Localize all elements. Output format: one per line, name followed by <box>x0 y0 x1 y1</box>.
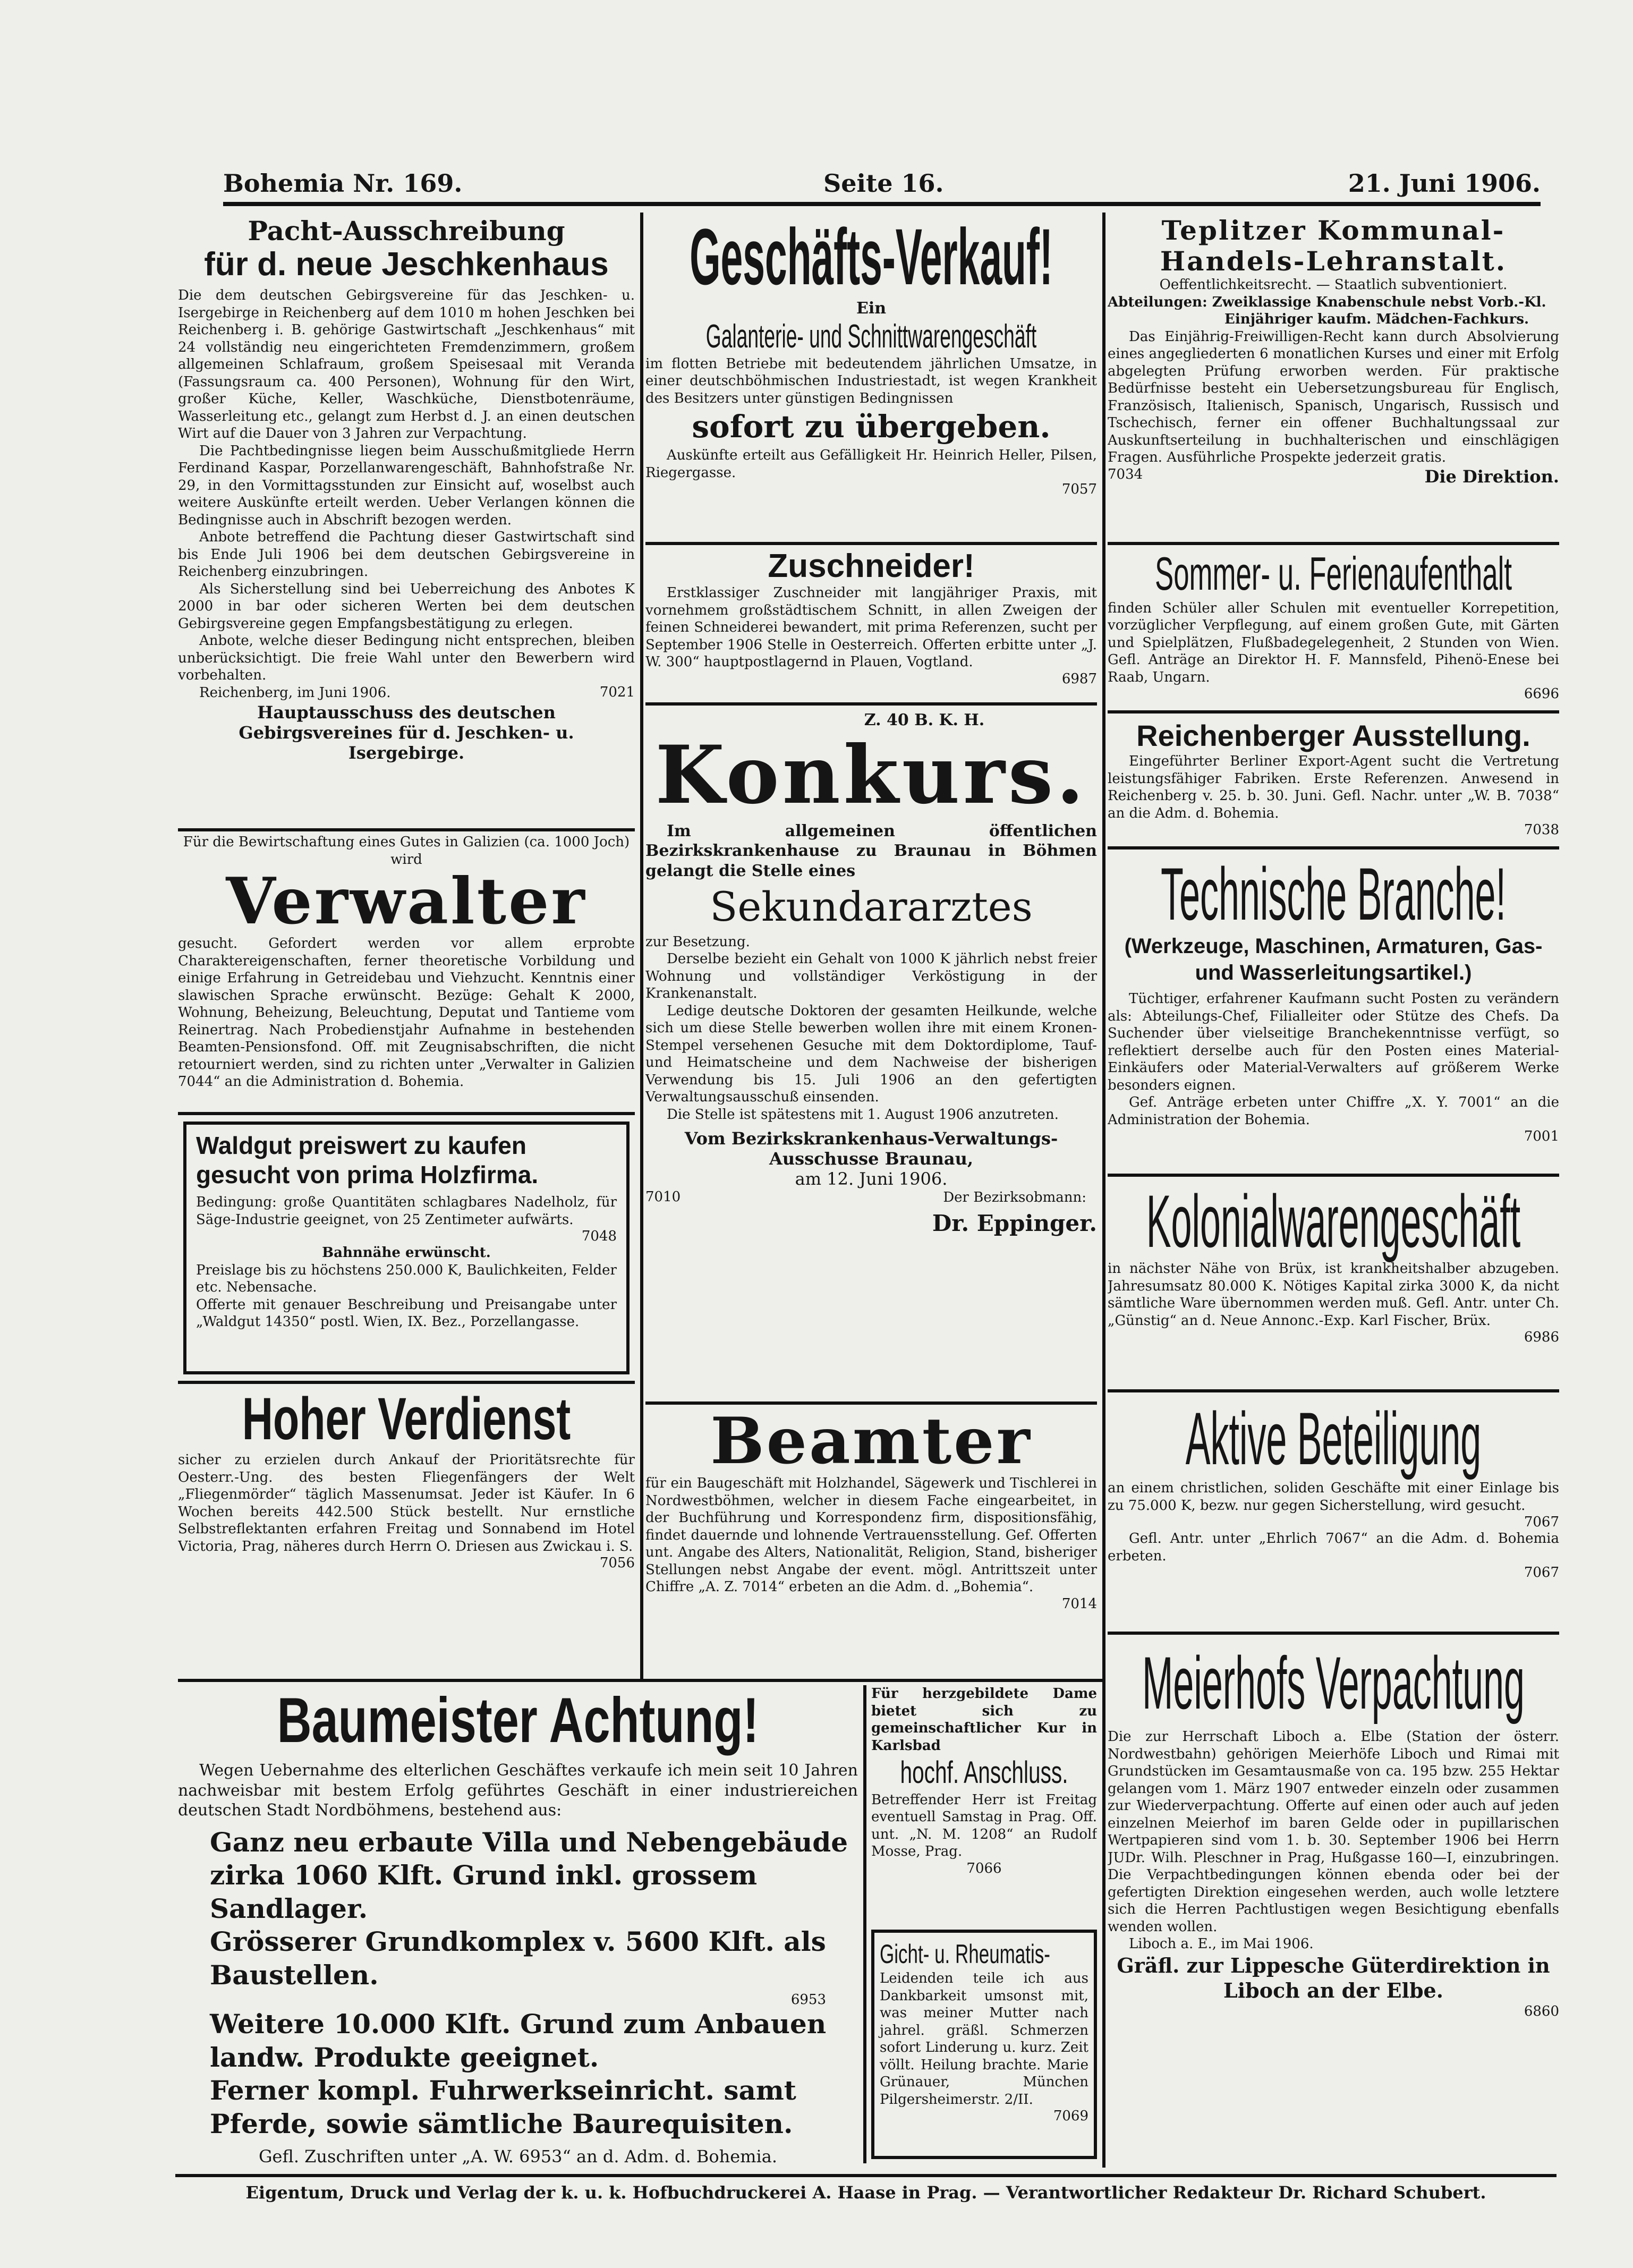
ad-technische-text: Tüchtiger, erfahrener Kaufmann sucht Posten zu verändern als: Abteilungs-Chef, Filialleiter oder Stütze des Chefs. Da Suchender über vielseitige Branchekenntnisse verfügt, so reflektiert derselbe auch für den Posten eines Material-Einkäufers oder Material-Verwalters auf größerem Werke besonders eignen. <box>1108 991 1559 1093</box>
ad-teplitzer-sign: Die Direktion. <box>1424 466 1559 487</box>
ad-gicht-number: 7069 <box>1053 2108 1088 2124</box>
ad-technische-sub: (Werkzeuge, Maschinen, Armaturen, Gas- und Wasserleitungsartikel.) <box>1124 935 1543 984</box>
divider <box>1108 846 1559 850</box>
divider <box>1108 710 1559 713</box>
ad-pacht-text-1: Die dem deutschen Gebirgsvereine für das Jeschken- u. Isergebirge in Reichenberg auf dem 1010 m hohen Jeschken bei Reichenberg i. B. gehörige Gastwirtschaft „Jeschkenhaus“ mit 24 vollständig neu eingerichteten Fremdenzimmern, großem allgemeinen Schlafraum, großem Speisesaal mit Veranda (Fassungsraum ca. 400 Personen), Wohnung für den Wirt, großer Küche, Keller, Waschküche, Dienstbotenräume, Wasserleitung etc., gelangt zum Herbst d. J. an einen deutschen Wirt auf die Dauer von 3 Jahren zur Verpachtung. <box>178 287 635 442</box>
ad-waldgut <box>183 1122 630 1374</box>
ad-meierhof <box>1108 1635 1559 2110</box>
ad-baumeister-line-3: Weitere 10.000 Klft. Grund zum Anbauen landw. Produkte geeignet. <box>210 2008 827 2073</box>
ad-pacht-signature: Hauptausschuss des deutschen Gebirgsvereines für d. Jeschken- u. Isergebirge. <box>239 702 574 763</box>
ad-aktive-text: an einem christlichen, soliden Geschäfte mit einer Einlage bis zu 75.000 K, bezw. nur gegen Sicherstellung, wird gesucht. <box>1108 1480 1559 1514</box>
ad-zuschneider-number: 6987 <box>1061 670 1097 687</box>
ad-pacht-text-2: Die Pachtbedingnisse liegen beim Ausschußmitgliede Herrn Ferdinand Kaspar, Porzellanwarengeschäft, Bahnhofstraße Nr. 29, in den Vormittagsstunden zur Einsicht auf, woselbst auch weitere Auskünfte erteilt werden. Ueber Verlangen können die Bedingnisse auch in Abschrift bezogen werden. <box>178 443 635 528</box>
ad-beamter-text: für ein Baugeschäft mit Holzhandel, Sägewerk und Tischlerei in Nordwestböhmen, welcher in diesem Fache eingearbeitet, in der Buchführung und Korrespondenz firm, dispositionsfähig, findet dauernde und lohnende Vertrauensstellung. Gef. Offerten unt. Angabe des Alters, Nationalität, Religion, Stand, bisheriger Stellungen nebst Angabe der event. mögl. Antrittszeit unter Chiffre „A. Z. 7014“ erbeten an die Adm. d. „Bohemia“. <box>645 1475 1097 1595</box>
ad-konkurs-text-3: Derselbe bezieht ein Gehalt von 1000 K jährlich nebst freier Wohnung und vollständiger Verköstigung in der Krankenanstalt. <box>645 951 1097 1002</box>
ad-baumeister-number: 6953 <box>790 1992 826 2008</box>
ad-hoher-title: Hoher Verdienst <box>242 1386 571 1452</box>
ad-teplitzer-text: Das Einjährig-Freiwilligen-Recht kann durch Absolvierung eines angegliederten 6 monatlichen Kurses und einer mit Erfolg abgelegten Prüfung erworben werden. Für praktische Bedürfnisse besteht ein Uebersetzungsbureau für Englisch, Französisch, Italienisch, Spanisch, Ungarisch, Russisch und Tschechisch, ferner ein offener Buchhaltungssaal zur Auskunftserteilung in buchhalterischen und einschlägigen Fragen. Ausführliche Prospekte jederzeit gratis. <box>1108 328 1559 465</box>
ad-technische-title: Technische Branche! <box>1161 852 1506 936</box>
ad-pacht-text-4: Als Sicherstellung sind bei Ueberreichung des Anbotes K 2000 in bar oder sicheren Werten bei dem deutschen Gebirgsvereine gegen Empfangsbestätigung zu erlegen. <box>178 581 635 632</box>
ad-meierhof-sign: Gräfl. zur Lippesche Güterdirektion in Liboch an der Elbe. <box>1117 1953 1550 2002</box>
divider <box>645 702 1097 706</box>
ad-kolonial-number: 6986 <box>1524 1329 1559 1345</box>
ad-aktive-text-2: Gefl. Antr. unter „Ehrlich 7067“ an die Adm. d. Bohemia erbeten. <box>1108 1531 1559 1564</box>
ad-beamter <box>645 1405 1097 1676</box>
ad-waldgut-text-2: Preislage bis zu höchstens 250.000 K, Baulichkeiten, Felder etc. Nebensache. <box>196 1262 617 1296</box>
ad-sommer-number: 6696 <box>1524 686 1559 702</box>
ad-konkurs-name: Dr. Eppinger. <box>932 1210 1097 1237</box>
ad-reichenberger-number: 7038 <box>1524 822 1559 838</box>
ad-sommer <box>1108 545 1559 710</box>
ad-meierhof-text: Die zur Herrschaft Liboch a. Elbe (Station der österr. Nordwestbahn) gehörigen Meierhöfe Liboch und Rimai mit Grundstücken im Gesamtausmaße von ca. 195 bzw. 255 Hektar gelangen vom 1. März 1907 entweder einzeln oder zusammen zur Wiederverpachtung. Offerte auf einen oder auch auf jeden einzelnen Meierhof im baren Gelde oder in pupillarischen Wertpapieren sind vom 1. b. 30. September 1906 bei Herrn JUDr. Wilh. Pleschner in Prag, Hußgasse 160—I, einzubringen. Die Verpachtbedingungen können ebenda oder bei der gefertigten Direktion eingesehen werden, auch wolle letztere sich die Herren Pachtlustigen wegen Besichtigung ebenfalls wenden wollen. <box>1108 1729 1559 1935</box>
ad-baumeister-line-2: Grösserer Grundkomplex v. 5600 Klft. als Baustellen. <box>210 1926 826 1991</box>
divider <box>1108 1389 1559 1392</box>
ad-baumeister-line-4: Ferner kompl. Fuhrwerkseinricht. samt Pferde, sowie sämtliche Baurequisiten. <box>210 2075 796 2139</box>
ad-waldgut-rail: Bahnnähe erwünscht. <box>322 1245 491 1261</box>
ad-verwalter-title: Verwalter <box>226 864 587 939</box>
ad-baumeister-text: Wegen Uebernahme des elterlichen Geschäftes verkaufe ich mein seit 10 Jahren nachweisbar mit bestem Erfolg geführtes Geschäft in einer industriereichen deutschen Stadt Nordböhmens, bestehend aus: <box>178 1761 858 1820</box>
ad-baumeister-line-1: Ganz neu erbaute Villa und Nebengebäude zirka 1060 Klft. Grund inkl. grossem Sandlager. <box>210 1826 848 1924</box>
ad-pacht-subtitle: für d. neue Jeschkenhaus <box>204 246 609 283</box>
ad-waldgut-title: Waldgut preiswert zu kaufen gesucht von prima Holzfirma. <box>196 1132 539 1189</box>
divider <box>645 542 1097 545</box>
ad-gicht-title: Gicht- u. Rheumatis- <box>880 1939 1050 1969</box>
ad-konkurs <box>645 706 1097 1401</box>
ad-geschaefts <box>645 215 1097 542</box>
ad-geschaefts-ein: Ein <box>856 299 887 318</box>
ad-konkurs-date: am 12. Juni 1906. <box>795 1169 948 1190</box>
divider <box>178 1381 635 1384</box>
ad-meierhof-title: Meierhofs Verpachtung <box>1142 1641 1525 1725</box>
ad-waldgut-text-1: Bedingung: große Quantitäten schlagbares Nadelholz, für Säge-Industrie geeignet, von 25 Zentimeter aufwärts. <box>196 1194 617 1228</box>
ad-sommer-title: Sommer- u. Ferienaufenthalt <box>1154 547 1512 600</box>
ad-konkurs-sek: Sekundararztes <box>710 883 1033 930</box>
ad-verwalter <box>178 834 635 1110</box>
column-1 <box>178 215 635 1676</box>
column-2 <box>645 215 1097 1676</box>
ad-teplitzer <box>1108 215 1559 542</box>
ad-konkurs-sign: Vom Bezirkskrankenhaus-Verwaltungs-Ausschusse Braunau, <box>684 1128 1058 1169</box>
ad-geschaefts-text-2: Auskünfte erteilt aus Gefälligkeit Hr. Heinrich Heller, Pilsen, Riegergasse. <box>645 447 1097 481</box>
ad-hoher-number: 7056 <box>599 1555 635 1572</box>
ad-zuschneider-title: Zuschneider! <box>768 548 975 584</box>
ad-pacht-text-5: Anbote, welche dieser Bedingung nicht entsprechen, bleiben unberücksichtigt. Die freie Wahl unter den Bewerbern wird vorbehalten. <box>178 633 635 684</box>
divider <box>1108 1632 1559 1635</box>
ad-verwalter-text: gesucht. Gefordert werden vor allem erprobte Charaktereigenschaften, ferner theoretische Vorbildung und einige Erfahrung in Getreidebau und Viehzucht. Kenntnis einer slawischen Sprache erwünscht. Bezüge: Gehalt K 2000, Wohnung, Beheizung, Beleuchtung, Deputat und Tantieme vom Reinertrag. Nach Probedienstjahr Aufnahme in bestehenden Beamten-Pensionsfond. Off. mit Zeugnisabschriften, die nicht retourniert werden, sind zu richten unter „Verwalter in Galizien 7044“ an die Administration d. Bohemia. <box>178 936 635 1090</box>
ad-geschaefts-big: sofort zu übergeben. <box>692 409 1051 445</box>
ad-dame-text: Betreffender Herr ist Freitag eventuell Samstag in Prag. Off. unt. „N. M. 1208“ an Rudolf Mosse, Prag. <box>871 1791 1097 1860</box>
column-rule-3 <box>863 1685 866 2163</box>
ad-geschaefts-text: im flotten Betriebe mit bedeutendem jährlichen Umsatze, in einer deutschböhmischen Industriestadt, ist wegen Krankheit des Besitzers unter günstigen Bedingnissen <box>645 355 1097 406</box>
divider <box>178 1679 1102 1682</box>
ad-kolonial-text: in nächster Nähe von Brüx, ist krankheitshalber abzugeben. Jahresumsatz 80.000 K. Nötiges Kapital zirka 3000 K, da nicht sämtliche Ware übernommen werden muß. Gefl. Antr. unter Ch. „Günstig“ an d. Neue Annonc.-Exp. Karl Fischer, Brüx. <box>1108 1261 1559 1329</box>
ad-konkurs-text-4: Ledige deutsche Doktoren der gesamten Heilkunde, welche sich um diese Stelle bewerben wollen ihre mit einem Kronen-Stempel versehenen Gesuche mit dem Doktordiplome, Tauf- und Heimatscheine und dem Nachweise der bisherigen Verwendung bis 15. Juli 1906 an den gefertigten Verwaltungsausschuß einsenden. <box>645 1003 1097 1106</box>
ad-konkurs-number: 7010 <box>645 1189 681 1205</box>
ad-pacht <box>178 215 635 826</box>
ad-teplitzer-sub: Oeffentlichkeitsrecht. — Staatlich subventioniert. <box>1159 277 1508 293</box>
ad-teplitzer-abt2: Einjähriger kaufm. Mädchen-Fachkurs. <box>1224 311 1529 327</box>
ad-beamter-title: Beamter <box>710 1405 1032 1479</box>
divider <box>178 828 635 831</box>
ad-technische-number: 7001 <box>1524 1128 1559 1144</box>
divider <box>645 1401 1097 1405</box>
ad-teplitzer-number: 7034 <box>1108 466 1143 482</box>
ad-gicht-text: Leidenden teile ich aus Dankbarkeit umsonst mit, was meiner Mutter nach jahrel. gräßl. Schmerzen sofort Linderung u. kurz. Zeit völlt. Heilung brachte. Marie Grünauer, München Pilgersheimerstr. 2/II. <box>880 1970 1088 2108</box>
bottom-middle-column <box>871 1685 1097 2163</box>
ad-hoher-verdienst <box>178 1386 635 1630</box>
ad-aktive-number: 7067 <box>1524 1514 1559 1530</box>
ad-geschaefts-number: 7057 <box>1061 481 1097 498</box>
ad-baumeister-sign: Gefl. Zuschriften unter „A. W. 6953“ an d. Adm. d. Bohemia. <box>258 2146 777 2167</box>
ad-kolonial <box>1108 1177 1559 1389</box>
header-date: 21. Juni 1906. <box>1348 169 1541 198</box>
ad-meierhof-place: Liboch a. E., im Mai 1906. <box>1129 1936 1314 1952</box>
ad-beamter-number: 7014 <box>1061 1595 1097 1612</box>
ad-dame-number: 7066 <box>966 1860 1002 1876</box>
ad-aktive-title: Aktive Beteiligung <box>1185 1397 1482 1480</box>
ad-pacht-title: Pacht-Ausschreibung <box>248 215 565 247</box>
page-header <box>223 159 1541 206</box>
ad-gicht <box>871 1930 1097 2159</box>
ad-waldgut-text-3: Offerte mit genauer Beschreibung und Preisangabe unter „Waldgut 14350“ postl. Wien, IX. Bez., Porzellangasse. <box>196 1296 617 1330</box>
ad-dame <box>871 1685 1097 1924</box>
ad-reichenberger-title: Reichenberger Ausstellung. <box>1136 719 1530 752</box>
ad-geschaefts-sub: Galanterie- und Schnittwarengeschäft <box>705 318 1037 355</box>
ad-konkurs-text-5: Die Stelle ist spätestens mit 1. August 1906 anzutreten. <box>667 1106 1059 1123</box>
ad-kolonial-title: Kolonialwarengeschäft <box>1146 1179 1521 1263</box>
ad-konkurs-text-2: zur Besetzung. <box>645 933 750 950</box>
ad-verwalter-intro: Für die Bewirtschaftung eines Gutes in Galizien (ca. 1000 Joch) wird <box>183 834 630 868</box>
ad-technische-text-2: Gef. Anträge erbeten unter Chiffre „X. Y. 7001“ an die Administration der Bohemia. <box>1108 1094 1559 1128</box>
divider <box>1108 542 1559 545</box>
ad-konkurs-text-1: Im allgemeinen öffentlichen Bezirkskrankenhause zu Braunau in Böhmen gelangt die Stelle eines <box>645 821 1097 880</box>
ad-waldgut-number: 7048 <box>581 1228 617 1245</box>
divider <box>178 1112 635 1115</box>
ad-geschaefts-title: Geschäfts-Verkauf! <box>690 215 1053 301</box>
ad-dame-intro: Für herzgebildete Dame bietet sich zu gemeinschaftlicher Kur in Karlsbad <box>871 1686 1097 1754</box>
ad-pacht-place: Reichenberg, im Juni 1906. <box>199 684 391 701</box>
ad-pacht-number: 7021 <box>599 684 635 700</box>
page-footer: Eigentum, Druck und Verlag der k. u. k. Hofbuchdruckerei A. Haase in Prag. — Verantwortlicher Redakteur Dr. Richard Schubert. <box>175 2174 1557 2203</box>
ad-hoher-text: sicher zu erzielen durch Ankauf der Prioritätsrechte für Oesterr.-Ung. des besten Fliegenfängers der Welt „Fliegenmörder“ täglich Massenumsat. Jeder ist Käufer. In 6 Wochen bereits 442.500 Stück bestellt. Nur ernstliche Selbstreflektanten erfahren Freitag und Sonnabend im Hotel Victoria, Prag, näheres durch Herrn O. Driesen aus Zwickau i. S. <box>178 1452 635 1555</box>
ad-meierhof-number: 6860 <box>1524 2003 1559 2019</box>
ad-baumeister <box>178 1685 858 2169</box>
column-3 <box>1108 215 1559 2170</box>
column-rule-2 <box>1102 213 1105 2168</box>
ad-teplitzer-abt: Abteilungen: Zweiklassige Knabenschule nebst Vorb.-Kl. <box>1108 294 1546 310</box>
column-rule-1 <box>640 213 643 1679</box>
ad-technische <box>1108 850 1559 1174</box>
ad-sommer-text: finden Schüler aller Schulen mit eventueller Korrepetition, vorzüglicher Verpflegung, auf einem großen Gute, mit Gärten und Spielplätzen, Flußbadegelegenheit, 2 Stunden von Wien. Gefl. Anträge an Direktor H. F. Mannsfeld, Pihenö-Enese bei Raab, Ungarn. <box>1108 600 1559 685</box>
ad-zuschneider <box>645 545 1097 702</box>
ad-konkurs-obmann: Der Bezirksobmann: <box>943 1190 1086 1206</box>
ad-reichenberger-text: Eingeführter Berliner Export-Agent sucht die Vertretung leistungsfähiger Fabriken. Erste Referenzen. Anwesend in Reichenberg v. 25. b. 30. Juni. Gefl. Nachr. unter „W. B. 7038“ an die Adm. d. Bohemia. <box>1108 753 1559 821</box>
header-issue: Bohemia Nr. 169. <box>223 169 463 198</box>
ad-reichenberger <box>1108 713 1559 846</box>
divider <box>1108 1174 1559 1177</box>
ad-konkurs-title: Konkurs. <box>655 728 1087 822</box>
ad-pacht-text-3: Anbote betreffend die Pachtung dieser Gastwirtschaft sind bis Ende Juli 1906 bei dem deutschen Gebirgsvereine in Reichenberg einzubringen. <box>178 529 635 580</box>
ad-baumeister-title: Baumeister Achtung! <box>277 1685 759 1756</box>
ad-zuschneider-text: Erstklassiger Zuschneider mit langjähriger Praxis, mit vornehmem großstädtischem Schnitt, in allen Zweigen der feinen Schneiderei bewandert, mit prima Referenzen, sucht per September 1906 Stelle in Oesterreich. Offerten erbitte unter „J. W. 300“ hauptpostlagernd in Plauen, Vogtland. <box>645 585 1097 670</box>
ad-aktive-number-2: 7067 <box>1524 1565 1559 1581</box>
header-page: Seite 16. <box>823 169 944 198</box>
ad-aktive <box>1108 1392 1559 1632</box>
ad-teplitzer-title: Teplitzer Kommunal-Handels-Lehranstalt. <box>1160 215 1507 277</box>
ad-dame-title: hochf. Anschluss. <box>900 1755 1068 1790</box>
ad-konkurs-ref: Z. 40 B. K. H. <box>864 711 985 729</box>
